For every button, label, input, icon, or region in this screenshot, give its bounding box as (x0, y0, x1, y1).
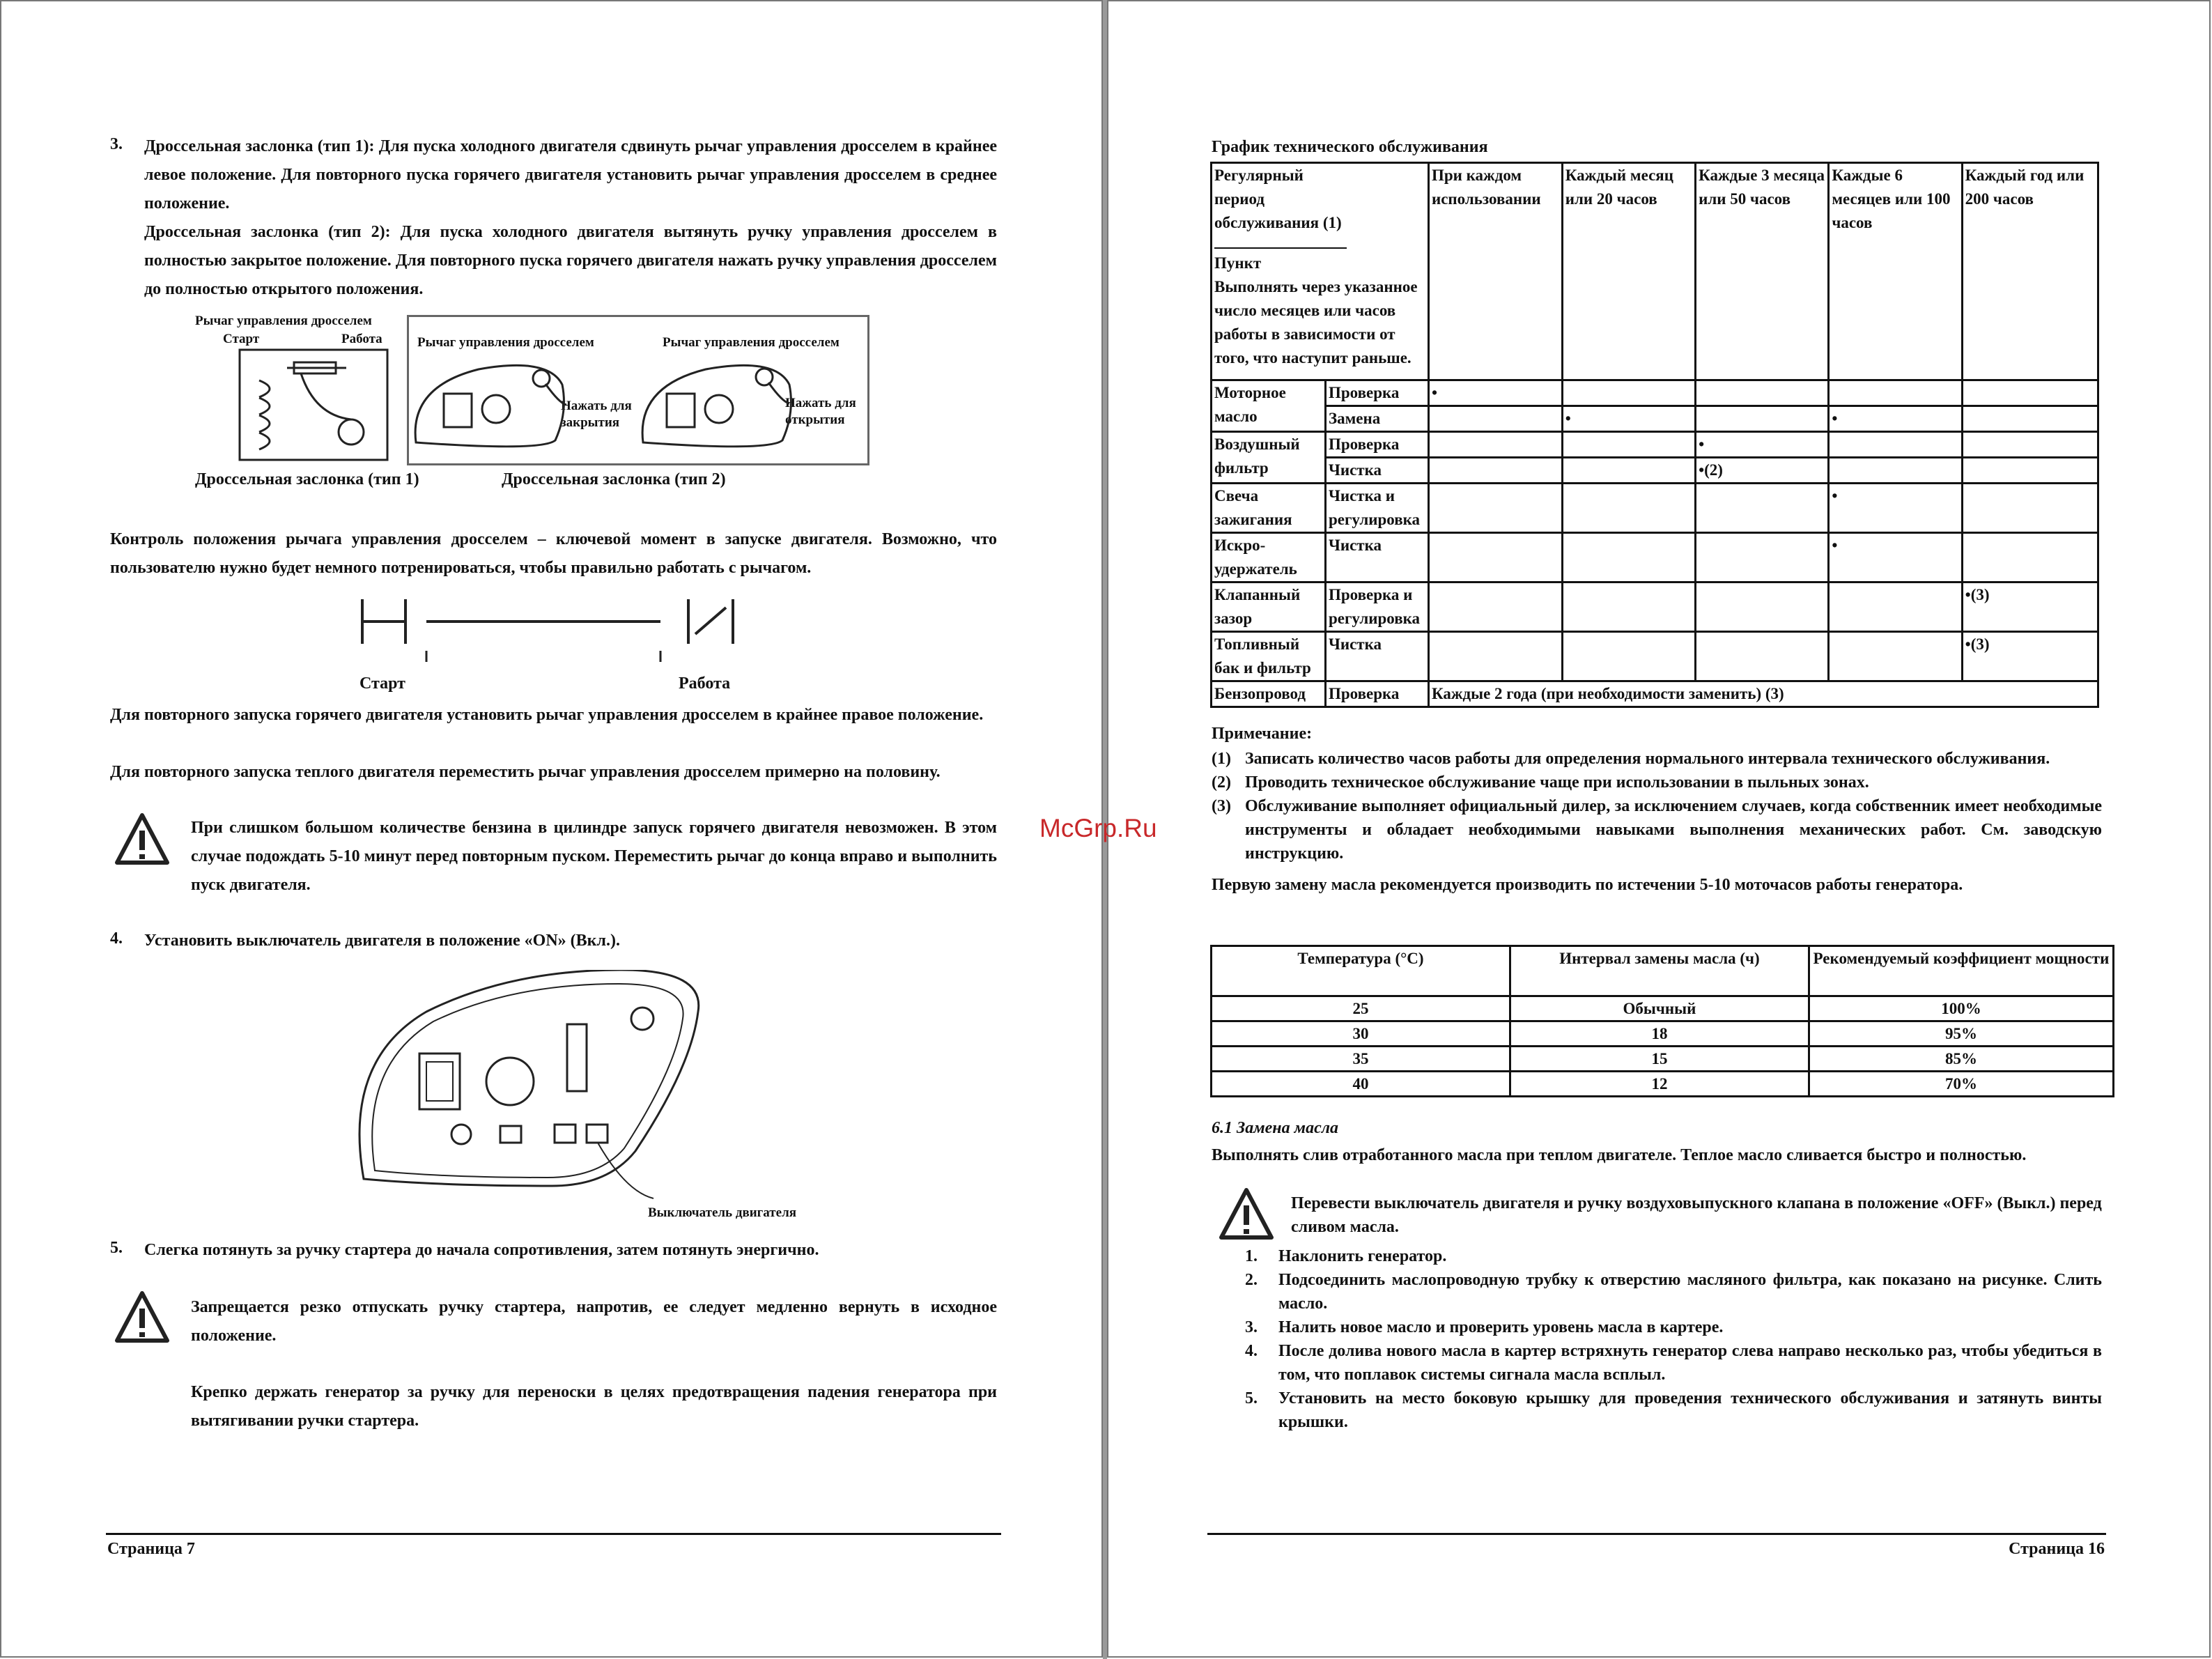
schedule-mark (1829, 458, 1962, 484)
choke-type1-figure (190, 314, 392, 463)
warning-icon (114, 811, 170, 867)
item-4-number: 4. (110, 929, 123, 948)
schedule-mark (1829, 582, 1962, 632)
oil-table-cell: 70% (1809, 1072, 2113, 1097)
restart-warm-paragraph: Для повторного запуска теплого двигателя переместить рычаг управления дросселем примерно на половину. (110, 763, 941, 781)
step-text: Подсоединить маслопроводную трубку к отверстию масляного фильтра, как показано на рисунке. Слить масло. (1278, 1271, 2102, 1313)
note-number: (3) (1212, 797, 1231, 815)
schedule-mark (1562, 380, 1695, 406)
choke-control-paragraph: Контроль положения рычага управления дросселем – ключевой момент в запуске двигателя. Возможно, что пользователю нужно будет немного потренироваться, чтобы правильно работать с рычагом. (110, 530, 997, 577)
schedule-mark: • (1562, 406, 1695, 432)
schedule-mark (1962, 406, 2098, 432)
schedule-item-spark-arrester: Искро-удержатель (1212, 533, 1326, 582)
maintenance-schedule-table (1210, 162, 2099, 708)
step-text: Установить на место боковую крышку для проведения технического обслуживания и затянуть винты крышки. (1278, 1389, 2102, 1431)
schedule-col-header: При каждом использовании (1428, 163, 1562, 380)
item-3-number: 3. (110, 135, 123, 153)
lever-start-label: Старт (359, 674, 405, 693)
choke-lever-label-b: Рычаг управления дросселем (663, 335, 840, 350)
oil-table-cell: 18 (1510, 1021, 1809, 1047)
warning-hot-start-text: При слишком большом количестве бензина в цилиндре запуск горячего двигателя невозможен. В этом случае подождать 5-10 минут перед повторным пуском. Переместить рычаг до конца вправо и выполнить пуск двигателя. (191, 819, 997, 894)
schedule-mark: • (1696, 432, 1829, 458)
choke-lever-label: Рычаг управления дросселем (195, 314, 372, 328)
footer-rule (106, 1533, 1001, 1535)
schedule-item-air-filter: Воздушный фильтр (1212, 432, 1326, 484)
schedule-mark: • (1428, 380, 1562, 406)
step-text: Налить новое масло и проверить уровень масла в картере. (1278, 1318, 1724, 1336)
choke-type2-drawing (409, 352, 867, 463)
push-to-open-label: Нажать для открытия (785, 396, 856, 427)
schedule-mark (1829, 632, 1962, 681)
step-number: 1. (1245, 1247, 1258, 1265)
item-4-text: Установить выключатель двигателя в положение «ON» (Вкл.). (144, 932, 620, 950)
schedule-mark: • (1829, 484, 1962, 533)
schedule-item-fuel-tank: Топливный бак и фильтр (1212, 632, 1326, 681)
step-number: 2. (1245, 1271, 1258, 1289)
schedule-mark (1562, 458, 1695, 484)
schedule-col-header: Каждый год или 200 часов (1962, 163, 2098, 380)
schedule-mark: •(3) (1962, 582, 2098, 632)
schedule-mark (1696, 582, 1829, 632)
schedule-mark (1562, 484, 1695, 533)
oil-table-cell: 15 (1510, 1047, 1809, 1072)
warning-icon (114, 1289, 170, 1345)
oil-table-cell: 25 (1212, 996, 1510, 1021)
schedule-mark (1696, 380, 1829, 406)
step-number: 3. (1245, 1318, 1258, 1336)
schedule-action: Чистка (1325, 458, 1428, 484)
note-text: Проводить техническое обслуживание чаще при использовании в пыльных зонах. (1245, 773, 1869, 792)
step-text: После долива нового масла в картер встряхнуть генератор слева направо несколько раз, чтобы убедиться в том, что поплавок системы сигнала масла всплыл. (1278, 1342, 2102, 1384)
oil-table-cell: 40 (1212, 1072, 1510, 1097)
schedule-action: Проверка и регулировка (1325, 582, 1428, 632)
schedule-mark (1696, 484, 1829, 533)
schedule-mark: • (1829, 533, 1962, 582)
choke-type1-drawing (190, 348, 392, 463)
oil-table-cell: 35 (1212, 1047, 1510, 1072)
schedule-mark (1962, 484, 2098, 533)
footer-rule (1207, 1533, 2106, 1535)
note-text: Обслуживание выполняет официальный дилер, за исключением случаев, когда собственник имеет необходимые инструменты и обладает необходимыми навыками выполнения механических работ. См. заводскую инструкцию. (1245, 797, 2102, 863)
schedule-action: Проверка (1325, 432, 1428, 458)
schedule-header-period: Регулярный период обслуживания (1) (1214, 167, 1342, 231)
oil-table-header: Рекомендуемый коэффициент мощности (1809, 946, 2113, 996)
schedule-mark (1562, 632, 1695, 681)
schedule-header-cell (1212, 163, 1429, 380)
step-number: 5. (1245, 1389, 1258, 1407)
section-title: 6.1 Замена масла (1212, 1119, 1339, 1137)
schedule-action: Проверка (1325, 380, 1428, 406)
choke-type1-caption: Дроссельная заслонка (тип 1) (195, 470, 419, 488)
push-to-close-label: Нажать для закрытия (561, 399, 632, 430)
schedule-mark (1428, 484, 1562, 533)
warning-oil-drain-text: Перевести выключатель двигателя и ручку воздуховыпускного клапана в положение «OFF» (Выкл.) перед сливом масла. (1291, 1194, 2102, 1236)
item-3-type2-text: Дроссельная заслонка (тип 2): Для пуска холодного двигателя вытянуть ручку управления дросселем в полностью закрытое положение. Для повторного пуска горячего двигателя нажать ручку управления дросселем до полностью открытого положения. (144, 223, 997, 298)
warning-starter-release-text: Запрещается резко отпускать ручку стартера, напротив, ее следует медленно вернуть в исходное положение. (191, 1298, 997, 1345)
schedule-action: Проверка (1325, 681, 1428, 707)
control-panel-drawing (350, 970, 712, 1200)
oil-table-header: Температура (°C) (1212, 946, 1510, 996)
choke-lever-label-a: Рычаг управления дросселем (417, 335, 594, 350)
schedule-fuel-line-note: Каждые 2 года (при необходимости заменить) (3) (1428, 681, 2098, 707)
left-page (0, 0, 1103, 1658)
schedule-action: Чистка и регулировка (1325, 484, 1428, 533)
schedule-mark (1428, 458, 1562, 484)
page-number-right: Страница 16 (2009, 1540, 2105, 1558)
schedule-mark (1962, 380, 2098, 406)
schedule-mark (1428, 533, 1562, 582)
schedule-action: Чистка (1325, 533, 1428, 582)
section-intro-text: Выполнять слив отработанного масла при теплом двигателе. Теплое масло сливается быстро и полностью. (1212, 1146, 2027, 1164)
schedule-mark (1562, 533, 1695, 582)
oil-change-table (1210, 945, 2114, 1097)
schedule-mark (1428, 406, 1562, 432)
schedule-mark (1962, 533, 2098, 582)
choke-type2-caption: Дроссельная заслонка (тип 2) (502, 470, 726, 488)
oil-table-cell: 100% (1809, 996, 2113, 1021)
schedule-mark (1428, 632, 1562, 681)
schedule-item-valve-clearance: Клапанный зазор (1212, 582, 1326, 632)
page-number-left: Страница 7 (107, 1540, 195, 1558)
first-oil-change-text: Первую замену масла рекомендуется производить по истечении 5-10 моточасов работы генератора. (1212, 876, 1963, 894)
schedule-mark: •(2) (1696, 458, 1829, 484)
schedule-mark (1696, 533, 1829, 582)
lever-position-diagram (357, 595, 747, 665)
schedule-col-header: Каждые 6 месяцев или 100 часов (1829, 163, 1962, 380)
schedule-item-fuel-line: Бензопровод (1212, 681, 1326, 707)
schedule-item-spark-plug: Свеча зажигания (1212, 484, 1326, 533)
warning-icon (1219, 1186, 1274, 1242)
schedule-header-item: Пункт (1214, 247, 1347, 275)
site-watermark[interactable]: McGrp.Ru (1039, 814, 1157, 842)
schedule-mark (1428, 432, 1562, 458)
schedule-action: Чистка (1325, 632, 1428, 681)
schedule-header-note: Выполнять через указанное число месяцев или часов работы в зависимости от того, что наступит раньше. (1214, 278, 1418, 366)
item-5-text: Слегка потянуть за ручку стартера до начала сопротивления, затем потянуть энергично. (144, 1241, 819, 1259)
schedule-mark (1962, 458, 2098, 484)
choke-type2-figure (407, 315, 869, 465)
oil-table-cell: 85% (1809, 1047, 2113, 1072)
step-number: 4. (1245, 1342, 1258, 1360)
note-number: (1) (1212, 750, 1231, 768)
schedule-mark (1962, 432, 2098, 458)
oil-table-cell: 95% (1809, 1021, 2113, 1047)
lever-run-label: Работа (679, 674, 731, 693)
schedule-mark (1829, 432, 1962, 458)
right-page (1107, 0, 2211, 1658)
oil-table-cell: 12 (1510, 1072, 1809, 1097)
oil-table-cell: 30 (1212, 1021, 1510, 1047)
schedule-col-header: Каждый месяц или 20 часов (1562, 163, 1695, 380)
maintenance-schedule-title: График технического обслуживания (1212, 138, 1488, 156)
notes-title: Примечание: (1212, 725, 1313, 743)
oil-table-cell: Обычный (1510, 996, 1809, 1021)
engine-switch-label: Выключатель двигателя (648, 1205, 797, 1220)
start-label: Старт (223, 332, 260, 346)
schedule-mark: •(3) (1962, 632, 2098, 681)
schedule-col-header: Каждые 3 месяца или 50 часов (1696, 163, 1829, 380)
step-text: Наклонить генератор. (1278, 1247, 1447, 1265)
schedule-action: Замена (1325, 406, 1428, 432)
item-5-number: 5. (110, 1239, 123, 1257)
schedule-mark (1428, 582, 1562, 632)
item-3-type1-text: Дроссельная заслонка (тип 1): Для пуска холодного двигателя сдвинуть рычаг управления дросселем в крайнее левое положение. Для повторного пуска горячего двигателя установить рычаг управления дросселем в среднее положение. (144, 137, 997, 213)
schedule-mark (1562, 582, 1695, 632)
schedule-mark (1696, 632, 1829, 681)
warning-carry-handle-text: Крепко держать генератор за ручку для переноски в целях предотвращения падения генератора при вытягивании ручки стартера. (191, 1383, 997, 1430)
restart-hot-paragraph: Для повторного запуска горячего двигателя установить рычаг управления дросселем в крайнее правое положение. (110, 706, 984, 724)
schedule-mark (1696, 406, 1829, 432)
note-text: Записать количество часов работы для определения нормального интервала технического обслуживания. (1245, 750, 2050, 768)
schedule-item-engine-oil: Моторное масло (1212, 380, 1326, 432)
schedule-mark (1562, 432, 1695, 458)
note-number: (2) (1212, 773, 1231, 792)
oil-table-header: Интервал замены масла (ч) (1510, 946, 1809, 996)
schedule-mark: • (1829, 406, 1962, 432)
schedule-mark (1829, 380, 1962, 406)
run-label: Работа (341, 332, 382, 346)
